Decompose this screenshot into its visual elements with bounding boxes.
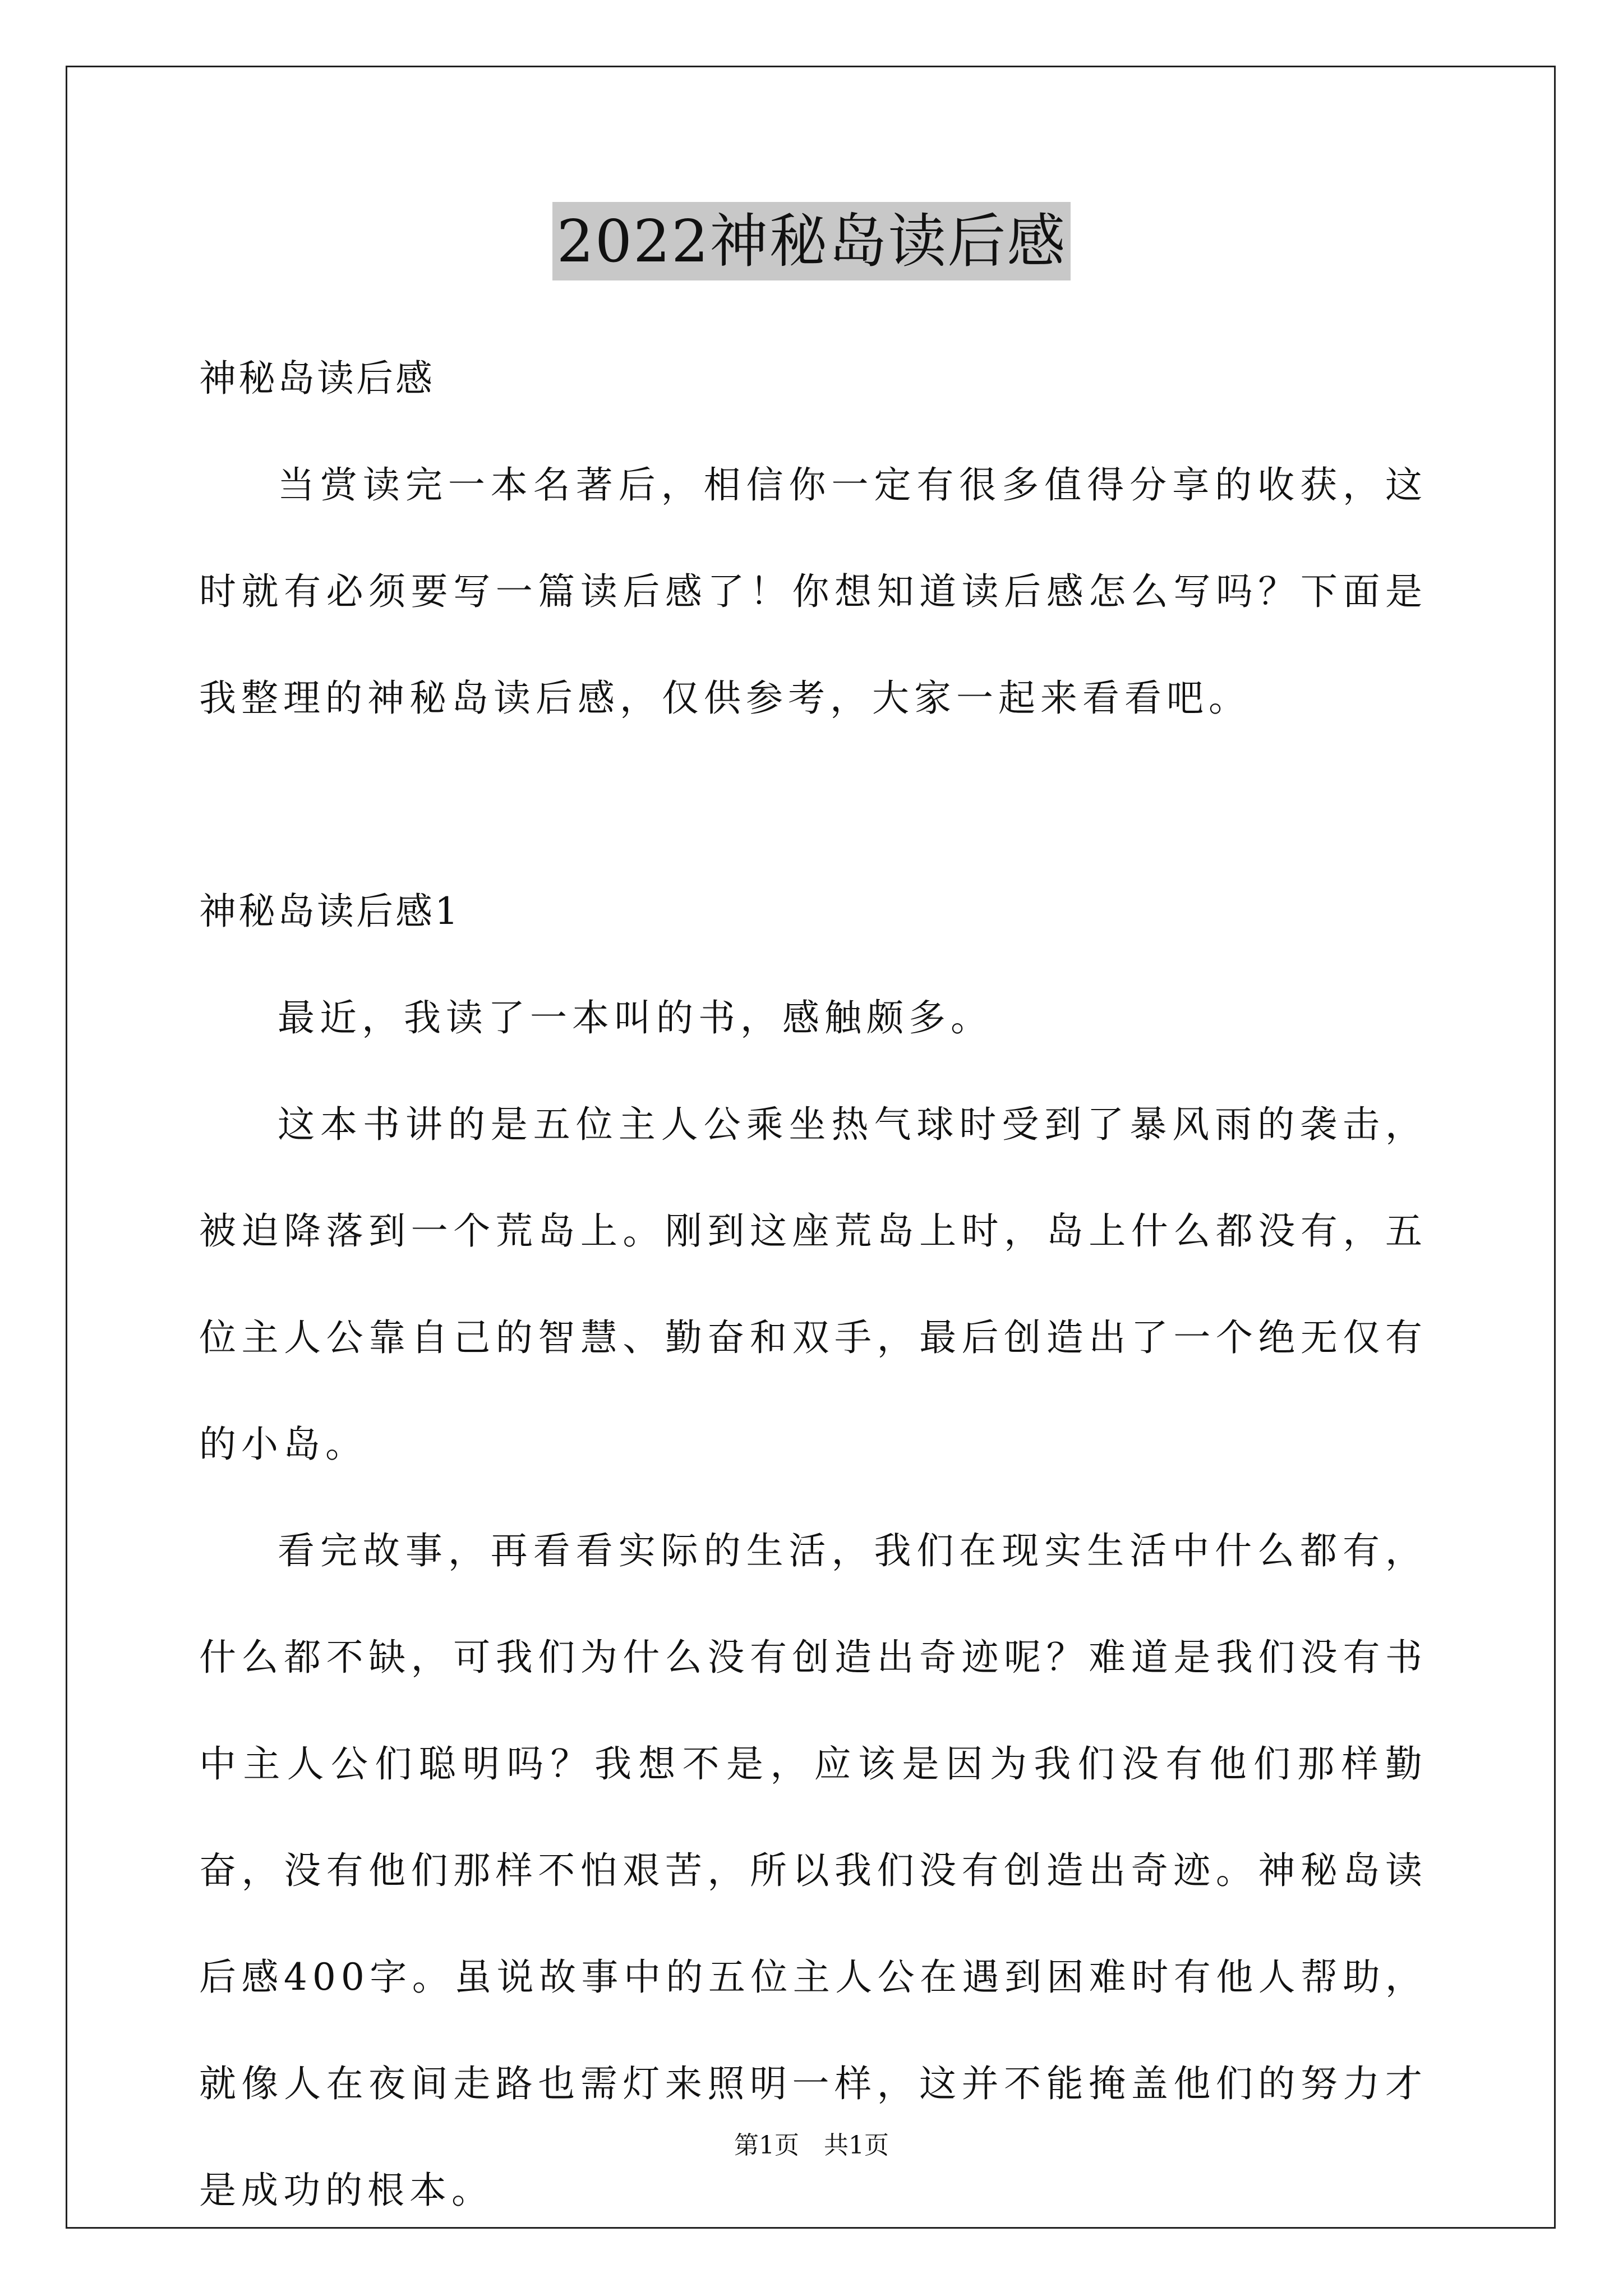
body-paragraph: 看完故事，再看看实际的生活，我们在现实生活中什么都有，什么都不缺，可我们为什么没有创造出奇迹呢？难道是我们没有书中主人公们聪明吗？我想不是，应该是因为我们没有他们那样勤奋，没有他们那样不怕艰苦，所以我们没有创造出奇迹。神秘岛读后感400字。虽说故事中的五位主人公在遇到困难时有他人帮助，就像人在夜间走路也需灯来照明一样，这并不能掩盖他们的努力才是成功的根本。 bbox=[199, 1529, 1427, 2212]
section-spacer bbox=[199, 752, 1427, 858]
body-paragraph: 这本书讲的是五位主人公乘坐热气球时受到了暴风雨的袭击，被迫降落到一个荒岛上。刚到这座荒岛上时，岛上什么都没有，五位主人公靠自己的智慧、勤奋和双手，最后创造出了一个绝无仅有的小岛。 bbox=[199, 1103, 1427, 1466]
page-number: 第1页 共1页 bbox=[734, 2131, 889, 2160]
document-title: 2022神秘岛读后感 bbox=[552, 202, 1071, 280]
intro-paragraph: 当赏读完一本名著后，相信你一定有很多值得分享的收获，这时就有必须要写一篇读后感了！你想知道读后感怎么写吗？下面是我整理的神秘岛读后感，仅供参考，大家一起来看看吧。 bbox=[199, 463, 1427, 720]
document-subtitle: 神秘岛读后感 bbox=[199, 357, 435, 400]
page-footer bbox=[0, 2129, 1623, 2162]
document-body bbox=[199, 325, 1427, 2244]
title-area bbox=[0, 202, 1623, 280]
body-paragraph: 最近，我读了一本叫的书，感触颇多。 bbox=[278, 996, 993, 1039]
section-heading: 神秘岛读后感1 bbox=[199, 890, 460, 933]
